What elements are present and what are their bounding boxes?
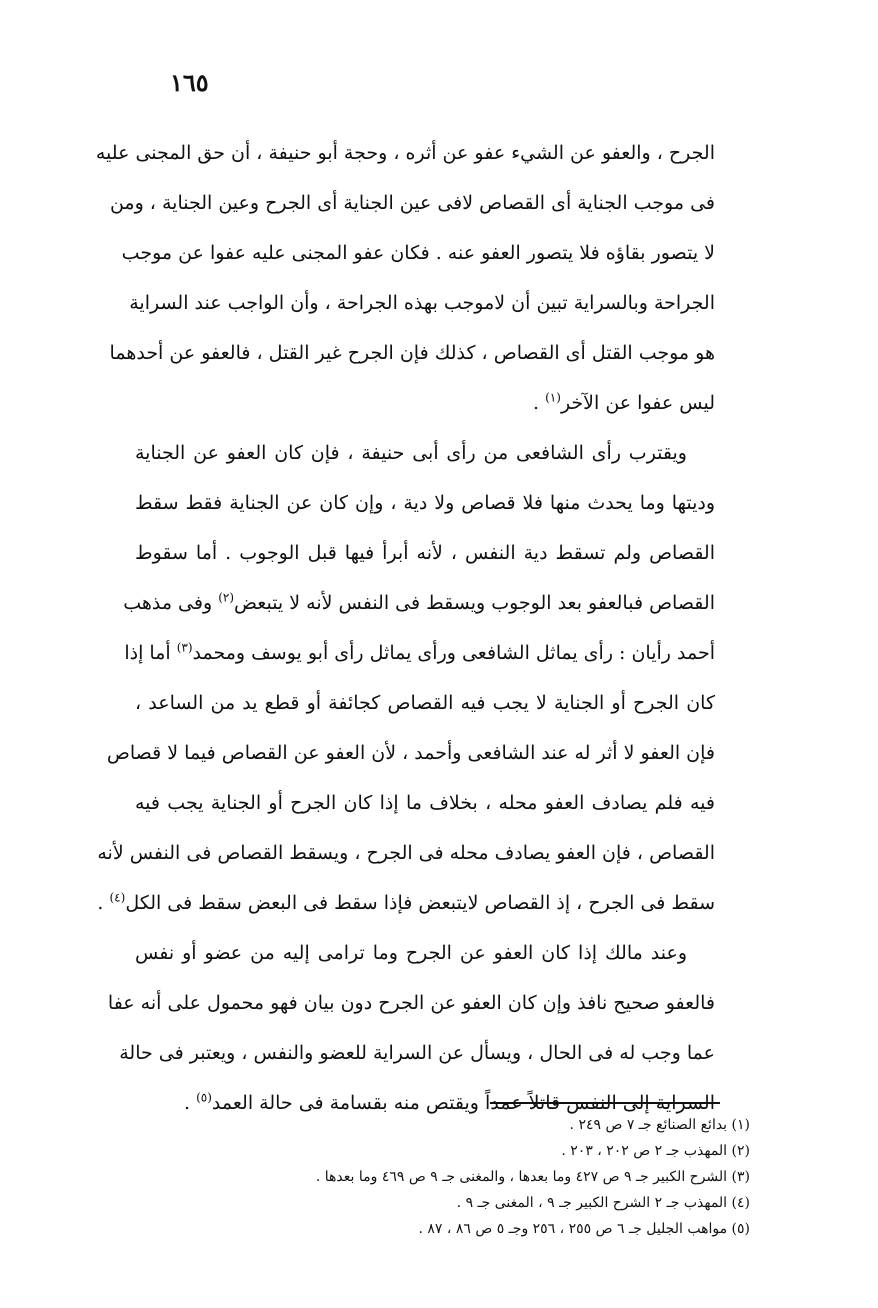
text-segment: . xyxy=(533,392,546,414)
text-segment: القصاص فبالعفو بعد الوجوب ويسقط فى النفس لأنه لا يتبعض xyxy=(234,592,715,614)
text-line: وديتها وما يحدث منها فلا قصاص ولا دية ، وإن كان عن الجناية فقط سقط xyxy=(135,492,715,514)
text-segment: أما إذا xyxy=(124,642,177,664)
text-line: فى موجب الجناية أى القصاص لافى عين الجناية أى الجرح وعين الجناية ، ومن xyxy=(109,192,715,214)
footnote: (٥) مواهب الجليل جـ ٦ ص ٢٥٥ ، ٢٥٦ وجـ ٥ ص ٨٦ ، ٨٧ . xyxy=(418,1221,750,1237)
text-line: القصاص ولم تسقط دية النفس ، لأنه أبرأ فيها قبل الوجوب . أما سقوط xyxy=(135,542,715,564)
text-line: فالعفو صحيح نافذ وإن كان العفو عن الجرح دون بيان فهو محمول على أنه عفا xyxy=(107,992,715,1014)
footnote-ref: (٥) xyxy=(196,1090,212,1105)
text-segment: . xyxy=(97,892,110,914)
text-line: هو موجب القتل أى القصاص ، كذلك فإن الجرح غير القتل ، فالعفو عن أحدهما xyxy=(109,342,715,364)
footnote-divider xyxy=(490,1102,720,1104)
text-segment: ليس عفوا عن الآخر xyxy=(560,392,715,414)
text-line xyxy=(97,878,715,928)
footnote-ref: (٢) xyxy=(218,590,235,605)
text-line: فيه فلم يصادف العفو محله ، بخلاف ما إذا كان الجرح أو الجناية يجب فيه xyxy=(135,792,715,814)
footnotes xyxy=(150,1112,750,1242)
text-line: لا يتصور بقاؤه فلا يتصور العفو عنه . فكان عفو المجنى عليه عفوا عن موجب xyxy=(121,242,715,264)
footnote: (٣) الشرح الكبير جـ ٩ ص ٤٢٧ وما بعدها ، والمغنى جـ ٩ ص ٤٦٩ وما بعدها . xyxy=(315,1169,750,1185)
text-line: ويقترب رأى الشافعى من رأى أبى حنيفة ، فإن كان العفو عن الجناية xyxy=(135,442,687,464)
footnote-ref: (١) xyxy=(545,390,561,405)
footnote-ref: (٤) xyxy=(109,890,126,905)
text-segment: سقط فى الجرح ، إذ القصاص لايتبعض فإذا سقط فى البعض سقط فى الكل xyxy=(125,892,715,914)
body-text xyxy=(95,128,715,1128)
text-line xyxy=(123,578,715,628)
footnote: (١) بدائع الصنائع جـ ٧ ص ٢٤٩ . xyxy=(569,1117,750,1133)
footnote: (٢) المهذب جـ ٢ ص ٢٠٢ ، ٢٠٣ . xyxy=(561,1143,750,1159)
text-segment: . xyxy=(184,1092,197,1114)
text-segment: السراية إلى النفس قاتلاً عمداً ويقتص منه بقسامة فى حالة العمد xyxy=(211,1092,715,1114)
text-line: عما وجب له فى الحال ، ويسأل عن السراية للعضو والنفس ، ويعتبر فى حالة xyxy=(119,1042,715,1064)
text-line: وعند مالك إذا كان العفو عن الجرح وما ترامى إليه من عضو أو نفس xyxy=(135,942,687,964)
text-line: الجرح ، والعفو عن الشيء عفو عن أثره ، وحجة أبو حنيفة ، أن حق المجنى عليه xyxy=(95,142,715,164)
text-segment: أحمد رأيان : رأى يماثل الشافعى ورأى يماثل رأى أبو يوسف ومحمد xyxy=(192,642,715,664)
footnote: (٤) المهذب جـ ٢ الشرح الكبير جـ ٩ ، المغنى جـ ٩ . xyxy=(456,1195,750,1211)
text-segment: وفى مذهب xyxy=(123,592,219,614)
text-line: فإن العفو لا أثر له عند الشافعى وأحمد ، لأن العفو عن القصاص فيما لا قصاص xyxy=(106,742,715,764)
text-line xyxy=(135,378,715,428)
text-line: القصاص ، فإن العفو يصادف محله فى الجرح ، ويسقط القصاص فى النفس لأنه xyxy=(97,842,715,864)
text-line: كان الجرح أو الجناية لا يجب فيه القصاص كجائفة أو قطع يد من الساعد ، xyxy=(135,692,715,714)
footnote-ref: (٣) xyxy=(176,640,193,655)
page-number: ١٦٥ xyxy=(170,68,209,97)
text-line xyxy=(124,628,715,678)
text-line: الجراحة وبالسراية تبين أن لاموجب بهذه الجراحة ، وأن الواجب عند السراية xyxy=(129,292,715,314)
